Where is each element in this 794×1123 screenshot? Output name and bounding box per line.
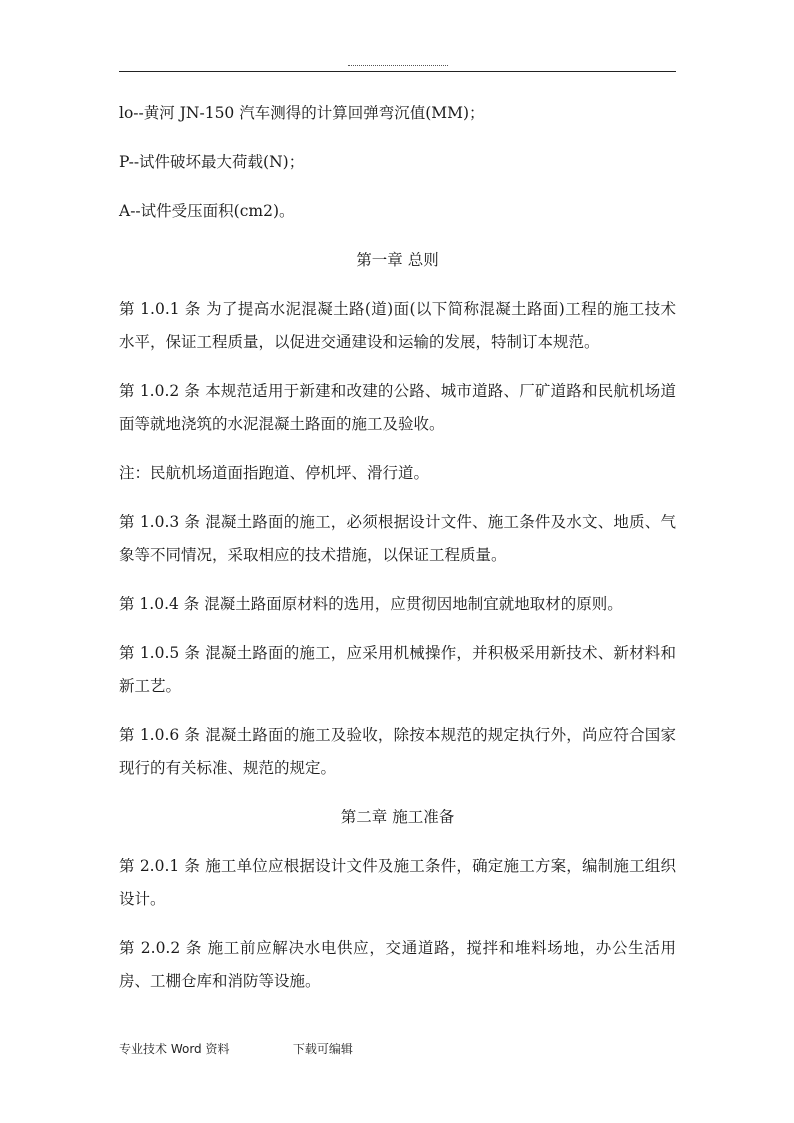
paragraph: lo--黄河 JN-150 汽车测得的计算回弹弯沉值(MM)；: [119, 104, 485, 122]
chapter-heading: 第一章 总则: [356, 251, 439, 269]
document-body: [119, 97, 676, 1014]
paragraph: 第 1.0.4 条 混凝土路面原材料的选用，应贯彻因地制宜就地取材的原则。: [119, 595, 623, 613]
paragraph: 第 1.0.1 条 为了提高水泥混凝土路(道)面(以下简称混凝土路面)工程的施工技术水平，保证工程质量，以促进交通建设和运输的发展，特制订本规范。: [119, 300, 676, 351]
paragraph: P--试件破坏最大荷载(N)；: [119, 153, 305, 171]
paragraph: 第 1.0.5 条 混凝土路面的施工，应采用机械操作，并积极采用新技术、新材料和新工艺。: [119, 644, 676, 695]
paragraph: A--试件受压面积(cm2)。: [119, 202, 295, 220]
paragraph: 注：民航机场道面指跑道、停机坪、滑行道。: [119, 464, 430, 482]
paragraph: 第 2.0.2 条 施工前应解决水电供应，交通道路，搅拌和堆料场地，办公生活用房、工棚仓库和消防等设施。: [119, 939, 676, 990]
footer-left-text: 专业技术 Word 资料: [119, 1042, 230, 1056]
paragraph: 第 1.0.3 条 混凝土路面的施工，必须根据设计文件、施工条件及水文、地质、气象等不同情况，采取相应的技术措施，以保证工程质量。: [119, 513, 676, 564]
paragraph: 第 1.0.6 条 混凝土路面的施工及验收，除按本规范的规定执行外，尚应符合国家现行的有关标准、规范的规定。: [119, 726, 676, 777]
paragraph: 第 2.0.1 条 施工单位应根据设计文件及施工条件，确定施工方案，编制施工组织设计。: [119, 857, 676, 908]
chapter-heading: 第二章 施工准备: [340, 808, 455, 826]
paragraph: 第 1.0.2 条 本规范适用于新建和改建的公路、城市道路、厂矿道路和民航机场道面等就地浇筑的水泥混凝土路面的施工及验收。: [119, 382, 676, 433]
header-dotted-line: [348, 59, 448, 66]
footer-right-text: 下载可编辑: [292, 1042, 353, 1056]
page-footer: [119, 1040, 353, 1057]
header-rule: [119, 71, 676, 72]
